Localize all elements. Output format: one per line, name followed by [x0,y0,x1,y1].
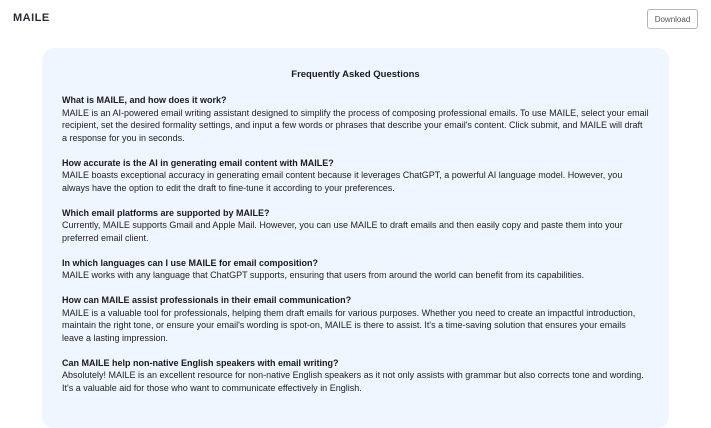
faq-answer: MAILE is an AI-powered email writing assistant designed to simplify the process of composing professional emails. To use MAILE, select your email recipient, set the desired formality settings, and input a few words or phrases that describe your email's content. Click submit, and MAILE will draft a response for you in seconds. [62,107,649,143]
faq-question: Can MAILE help non-native English speakers with email writing? [62,357,339,368]
faq-answer: Currently, MAILE supports Gmail and Apple Mail. However, you can use MAILE to draft emails and then easily copy and paste them into your preferred email client. [62,220,623,243]
faq-answer: Absolutely! MAILE is an excellent resource for non-native English speakers as it not only assists with grammar but also corrects tone and wording. It's a valuable aid for those who want to communicate effectively in English. [62,370,644,393]
faq-section [42,48,669,428]
faq-answer: MAILE is a valuable tool for professionals, helping them draft emails for various purposes. Whether you need to create an impactful introduction, maintain the right tone, or ensure your email's wording is spot-on, MAILE is there to assist. It's a time-saving solution that ensures your emails leave a lasting impression. [62,307,636,343]
faq-item [62,294,649,344]
faq-title: Frequently Asked Questions [291,69,420,80]
faq-question: How can MAILE assist professionals in their email communication? [62,295,352,305]
faq-item [62,207,649,245]
faq-item [62,357,649,395]
faq-question: What is MAILE, and how does it work? [62,95,227,105]
faq-item [62,157,649,195]
logo[interactable]: MAILE [13,12,50,24]
download-button[interactable]: Download [647,9,698,29]
faq-question: Which email platforms are supported by MAILE? [62,207,270,218]
faq-answer: MAILE boasts exceptional accuracy in generating email content because it leverages ChatGPT, a powerful AI language model. However, you always have the option to edit the draft to fine-tune it according to your preferences. [62,170,623,193]
faq-question: In which languages can I use MAILE for email composition? [62,257,319,268]
faq-item [62,257,649,282]
top-header [0,0,711,40]
faq-answer: MAILE works with any language that ChatGPT supports, ensuring that users from around the world can benefit from its capabilities. [62,270,585,280]
faq-item [62,94,649,144]
faq-question: How accurate is the AI in generating email content with MAILE? [62,157,334,168]
